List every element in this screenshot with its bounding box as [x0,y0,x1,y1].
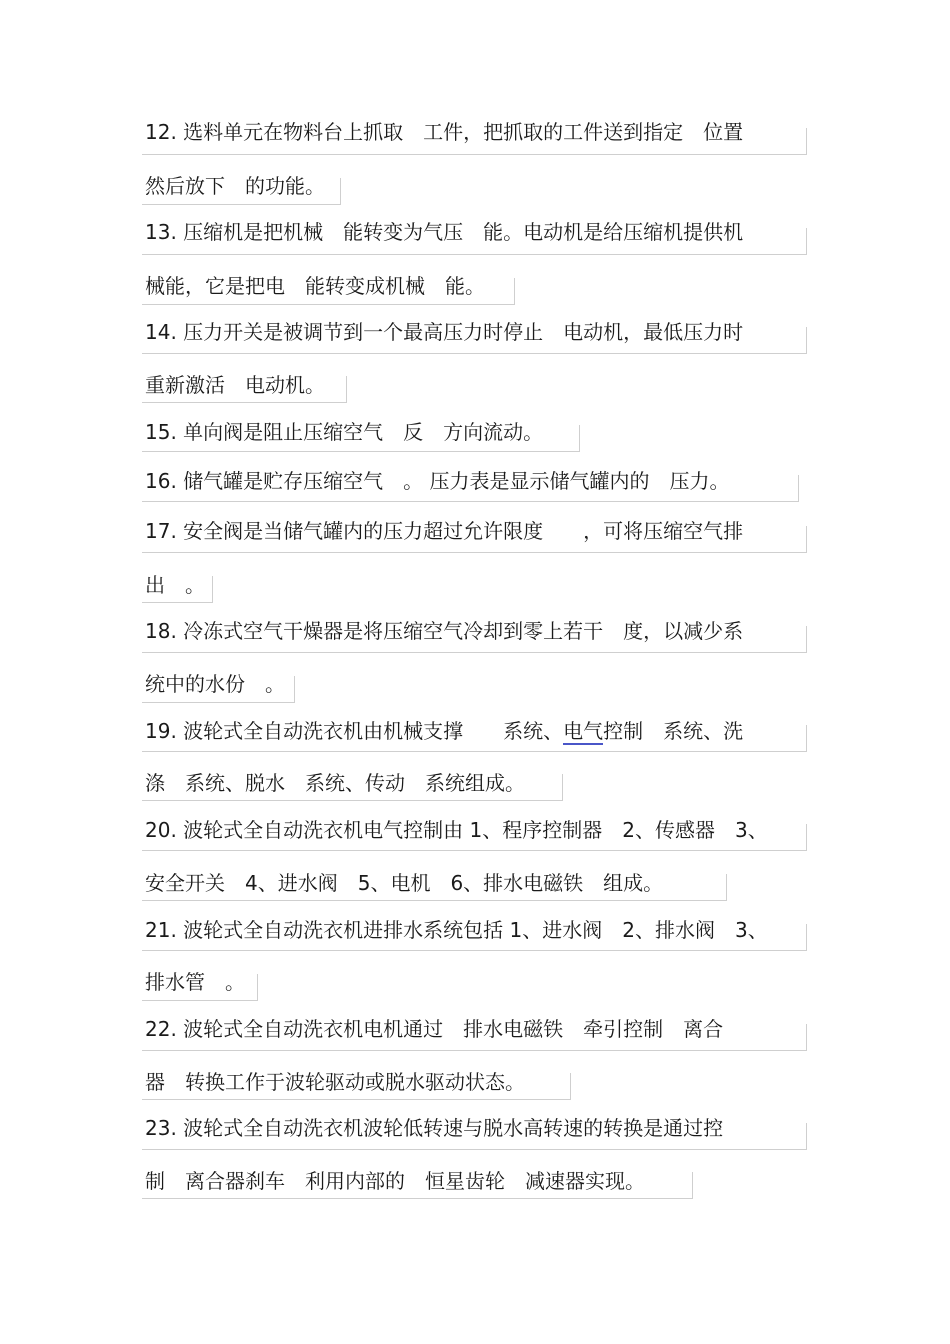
question-line: 20. 波轮式全自动洗衣机电气控制由 1、程序控制器 2、传感器 3、 [145,818,768,842]
underlined-text: 电气 [563,719,604,743]
question-line: 重新激活 电动机。 [145,373,325,397]
question-line: 制 离合器刹车 利用内部的 恒星齿轮 减速器实现。 [145,1169,645,1193]
question-line: 器 转换工作于波轮驱动或脱水驱动状态。 [145,1070,525,1094]
question-line: 出 。 [145,573,205,597]
question-text: 19. 波轮式全自动洗衣机由机械支撑 系统、 [145,719,564,743]
question-line: 16. 储气罐是贮存压缩空气 。 压力表是显示储气罐内的 压力。 [145,469,730,493]
question-line: 17. 安全阀是当储气罐内的压力超过允许限度 ，可将压缩空气排 [145,519,744,543]
question-line: 统中的水份 。 [145,672,285,696]
question-line: 23. 波轮式全自动洗衣机波轮低转速与脱水高转速的转换是通过控 [145,1116,724,1140]
question-line [145,717,743,745]
question-line: 15. 单向阀是阻止压缩空气 反 方向流动。 [145,420,544,444]
question-line: 械能，它是把电 能转变成机械 能。 [145,274,485,298]
question-line: 21. 波轮式全自动洗衣机进排水系统包括 1、进水阀 2、排水阀 3、 [145,918,768,942]
question-line: 安全开关 4、进水阀 5、电机 6、排水电磁铁 组成。 [145,871,664,895]
question-line: 14. 压力开关是被调节到一个最高压力时停止 电动机，最低压力时 [145,320,744,344]
question-line: 22. 波轮式全自动洗衣机电机通过 排水电磁铁 牵引控制 离合 [145,1017,724,1041]
question-text: 控制 系统、洗 [603,719,744,743]
question-line: 涤 系统、脱水 系统、传动 系统组成。 [145,771,525,795]
question-line: 然后放下 的功能。 [145,174,325,198]
question-line: 13. 压缩机是把机械 能转变为气压 能。电动机是给压缩机提供机 [145,220,744,244]
question-line: 12. 选料单元在物料台上抓取 工件，把抓取的工件送到指定 位置 [145,120,744,144]
question-line: 18. 冷冻式空气干燥器是将压缩空气冷却到零上若干 度，以减少系 [145,619,744,643]
question-line: 排水管 。 [145,970,245,994]
